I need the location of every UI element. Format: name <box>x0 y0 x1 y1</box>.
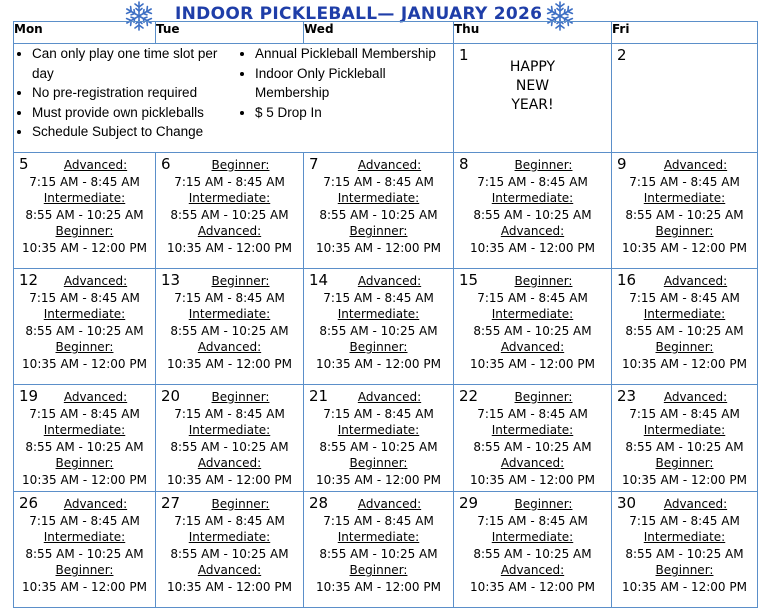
date-number: 6 <box>161 155 171 173</box>
day-cell <box>612 153 758 269</box>
session-level: Beginner: <box>211 497 270 511</box>
session-time: 7:15 AM - 8:45 AM <box>477 513 588 528</box>
session-time: 10:35 AM - 12:00 PM <box>470 240 595 255</box>
day-cell <box>454 492 612 608</box>
session-time: 8:55 AM - 10:25 AM <box>319 323 438 338</box>
week-row <box>14 385 758 492</box>
session-level: Beginner: <box>514 158 573 172</box>
session-time: 7:15 AM - 8:45 AM <box>477 174 588 189</box>
info-box <box>14 44 454 153</box>
date-number: 27 <box>161 494 181 512</box>
session-level: Advanced: <box>357 274 422 288</box>
week-row <box>14 269 758 385</box>
session-time: 10:35 AM - 12:00 PM <box>316 472 441 487</box>
date-number: 7 <box>309 155 319 173</box>
session-level: Advanced: <box>63 274 128 288</box>
session-level: Intermediate: <box>643 530 726 545</box>
day-cell <box>454 44 612 153</box>
session-time: 8:55 AM - 10:25 AM <box>170 323 289 338</box>
day-cell <box>454 269 612 385</box>
session-time: 10:35 AM - 12:00 PM <box>470 579 595 594</box>
date-number: 5 <box>19 155 29 173</box>
holiday-line: HAPPY <box>509 59 556 75</box>
list-item: • Annual Pickleball Membership <box>255 44 453 64</box>
session-level: Advanced: <box>63 390 128 404</box>
day-cell <box>454 385 612 492</box>
session-time: 10:35 AM - 12:00 PM <box>622 356 747 371</box>
session-level: Beginner: <box>55 224 114 239</box>
session-list <box>612 153 757 257</box>
session-level: Intermediate: <box>491 191 574 206</box>
session-level: Beginner: <box>514 497 573 511</box>
session-level: Advanced: <box>357 497 422 511</box>
session-level: Advanced: <box>500 456 565 471</box>
day-cell <box>612 44 758 153</box>
session-time: 7:15 AM - 8:45 AM <box>174 174 285 189</box>
session-level: Advanced: <box>500 224 565 239</box>
holiday-line: YEAR! <box>511 97 554 113</box>
session-level: Intermediate: <box>337 191 420 206</box>
session-level: Intermediate: <box>188 530 271 545</box>
session-level: Beginner: <box>655 224 714 239</box>
day-cell <box>304 385 454 492</box>
session-level: Beginner: <box>655 456 714 471</box>
session-level: Beginner: <box>655 340 714 355</box>
session-time: 8:55 AM - 10:25 AM <box>473 323 592 338</box>
session-time: 7:15 AM - 8:45 AM <box>323 513 434 528</box>
session-level: Intermediate: <box>188 307 271 322</box>
session-level: Intermediate: <box>491 307 574 322</box>
date-number: 28 <box>309 494 329 512</box>
date-number: 13 <box>161 271 181 289</box>
session-time: 10:35 AM - 12:00 PM <box>22 240 147 255</box>
session-level: Intermediate: <box>188 423 271 438</box>
session-time: 10:35 AM - 12:00 PM <box>316 579 441 594</box>
session-list <box>14 153 155 257</box>
session-level: Beginner: <box>514 390 573 404</box>
session-time: 10:35 AM - 12:00 PM <box>167 356 292 371</box>
day-cell <box>156 153 304 269</box>
rules-list <box>14 44 237 142</box>
day-cell <box>612 492 758 608</box>
day-cell <box>454 153 612 269</box>
session-time: 7:15 AM - 8:45 AM <box>629 290 740 305</box>
session-level: Advanced: <box>63 158 128 172</box>
session-time: 8:55 AM - 10:25 AM <box>25 323 144 338</box>
session-level: Intermediate: <box>337 530 420 545</box>
session-time: 10:35 AM - 12:00 PM <box>622 472 747 487</box>
date-number: 14 <box>309 271 329 289</box>
day-cell <box>14 153 156 269</box>
session-level: Intermediate: <box>643 423 726 438</box>
date-number: 22 <box>459 387 479 405</box>
session-level: Advanced: <box>197 563 262 578</box>
session-time: 8:55 AM - 10:25 AM <box>170 439 289 454</box>
date-number: 19 <box>19 387 39 405</box>
list-item: • Must provide own pickleballs <box>32 103 237 123</box>
day-cell <box>304 153 454 269</box>
session-level: Advanced: <box>663 390 728 404</box>
session-level: Advanced: <box>663 497 728 511</box>
week-row <box>14 492 758 608</box>
session-level: Beginner: <box>55 456 114 471</box>
session-level: Intermediate: <box>337 307 420 322</box>
session-time: 8:55 AM - 10:25 AM <box>319 207 438 222</box>
session-level: Intermediate: <box>643 191 726 206</box>
dow-mon: Mon <box>14 22 156 44</box>
session-time: 10:35 AM - 12:00 PM <box>622 579 747 594</box>
session-level: Beginner: <box>349 456 408 471</box>
session-time: 8:55 AM - 10:25 AM <box>625 207 744 222</box>
session-time: 8:55 AM - 10:25 AM <box>170 207 289 222</box>
date-number: 26 <box>19 494 39 512</box>
day-cell <box>156 492 304 608</box>
session-time: 8:55 AM - 10:25 AM <box>473 439 592 454</box>
week-row <box>14 153 758 269</box>
date-number: 21 <box>309 387 329 405</box>
date-number: 2 <box>617 46 627 64</box>
calendar-grid <box>13 21 758 608</box>
session-time: 7:15 AM - 8:45 AM <box>323 406 434 421</box>
day-cell <box>304 269 454 385</box>
session-time: 8:55 AM - 10:25 AM <box>25 207 144 222</box>
session-level: Beginner: <box>349 340 408 355</box>
session-level: Intermediate: <box>43 191 126 206</box>
day-cell <box>612 385 758 492</box>
session-level: Advanced: <box>197 456 262 471</box>
date-number: 16 <box>617 271 637 289</box>
session-time: 8:55 AM - 10:25 AM <box>25 439 144 454</box>
date-number: 29 <box>459 494 479 512</box>
session-time: 7:15 AM - 8:45 AM <box>174 290 285 305</box>
holiday-note <box>454 44 611 115</box>
session-time: 7:15 AM - 8:45 AM <box>323 174 434 189</box>
session-time: 10:35 AM - 12:00 PM <box>22 472 147 487</box>
session-time: 10:35 AM - 12:00 PM <box>622 240 747 255</box>
session-time: 8:55 AM - 10:25 AM <box>170 546 289 561</box>
list-item: • Indoor Only Pickleball Membership <box>255 64 453 103</box>
day-of-week-header <box>14 22 758 44</box>
day-cell <box>14 269 156 385</box>
session-level: Advanced: <box>197 224 262 239</box>
session-level: Intermediate: <box>491 423 574 438</box>
dow-tue: Tue <box>156 22 304 44</box>
session-time: 8:55 AM - 10:25 AM <box>625 546 744 561</box>
session-level: Advanced: <box>663 274 728 288</box>
date-number: 1 <box>459 46 469 64</box>
session-time: 7:15 AM - 8:45 AM <box>29 513 140 528</box>
session-list <box>304 153 453 257</box>
holiday-line: NEW <box>515 78 550 94</box>
dow-fri: Fri <box>612 22 758 44</box>
session-time: 7:15 AM - 8:45 AM <box>629 513 740 528</box>
session-level: Beginner: <box>349 563 408 578</box>
date-number: 15 <box>459 271 479 289</box>
session-time: 10:35 AM - 12:00 PM <box>22 579 147 594</box>
session-level: Advanced: <box>500 340 565 355</box>
session-time: 7:15 AM - 8:45 AM <box>629 174 740 189</box>
date-number: 23 <box>617 387 637 405</box>
session-time: 8:55 AM - 10:25 AM <box>319 439 438 454</box>
session-time: 10:35 AM - 12:00 PM <box>470 472 595 487</box>
session-level: Advanced: <box>63 497 128 511</box>
session-time: 7:15 AM - 8:45 AM <box>29 290 140 305</box>
session-level: Beginner: <box>349 224 408 239</box>
session-level: Beginner: <box>211 158 270 172</box>
page-title: INDOOR PICKLEBALL— JANUARY 2026 <box>175 4 543 24</box>
dow-wed: Wed <box>304 22 454 44</box>
day-cell <box>14 385 156 492</box>
session-level: Beginner: <box>655 563 714 578</box>
session-level: Intermediate: <box>43 423 126 438</box>
list-item: • Schedule Subject to Change <box>32 122 237 142</box>
session-level: Advanced: <box>500 563 565 578</box>
session-level: Beginner: <box>211 390 270 404</box>
day-cell <box>156 385 304 492</box>
session-time: 7:15 AM - 8:45 AM <box>477 406 588 421</box>
date-number: 20 <box>161 387 181 405</box>
session-level: Beginner: <box>514 274 573 288</box>
date-number: 8 <box>459 155 469 173</box>
session-level: Advanced: <box>197 340 262 355</box>
session-time: 8:55 AM - 10:25 AM <box>25 546 144 561</box>
dow-thu: Thu <box>454 22 612 44</box>
day-cell <box>14 492 156 608</box>
session-time: 8:55 AM - 10:25 AM <box>473 546 592 561</box>
week-row <box>14 44 758 153</box>
session-level: Beginner: <box>211 274 270 288</box>
session-list <box>156 153 303 257</box>
session-time: 7:15 AM - 8:45 AM <box>629 406 740 421</box>
session-level: Beginner: <box>55 340 114 355</box>
membership-list <box>237 44 453 142</box>
session-time: 8:55 AM - 10:25 AM <box>473 207 592 222</box>
session-level: Intermediate: <box>337 423 420 438</box>
session-time: 7:15 AM - 8:45 AM <box>29 174 140 189</box>
session-time: 10:35 AM - 12:00 PM <box>316 356 441 371</box>
session-time: 7:15 AM - 8:45 AM <box>174 406 285 421</box>
session-time: 8:55 AM - 10:25 AM <box>625 323 744 338</box>
session-time: 7:15 AM - 8:45 AM <box>323 290 434 305</box>
date-number: 12 <box>19 271 39 289</box>
day-cell <box>612 269 758 385</box>
session-level: Beginner: <box>55 563 114 578</box>
session-list <box>454 153 611 257</box>
session-time: 10:35 AM - 12:00 PM <box>470 356 595 371</box>
session-time: 10:35 AM - 12:00 PM <box>22 356 147 371</box>
day-cell <box>156 269 304 385</box>
session-time: 10:35 AM - 12:00 PM <box>167 240 292 255</box>
session-time: 7:15 AM - 8:45 AM <box>29 406 140 421</box>
day-cell <box>304 492 454 608</box>
session-level: Intermediate: <box>643 307 726 322</box>
session-time: 10:35 AM - 12:00 PM <box>167 579 292 594</box>
date-number: 9 <box>617 155 627 173</box>
session-level: Advanced: <box>357 390 422 404</box>
session-level: Intermediate: <box>43 307 126 322</box>
session-level: Intermediate: <box>491 530 574 545</box>
session-time: 10:35 AM - 12:00 PM <box>167 472 292 487</box>
session-level: Intermediate: <box>188 191 271 206</box>
session-level: Intermediate: <box>43 530 126 545</box>
list-item: • $ 5 Drop In <box>255 103 453 123</box>
session-time: 10:35 AM - 12:00 PM <box>316 240 441 255</box>
session-time: 8:55 AM - 10:25 AM <box>319 546 438 561</box>
session-time: 7:15 AM - 8:45 AM <box>174 513 285 528</box>
list-item: • No pre-registration required <box>32 83 237 103</box>
session-time: 7:15 AM - 8:45 AM <box>477 290 588 305</box>
session-time: 8:55 AM - 10:25 AM <box>625 439 744 454</box>
date-number: 30 <box>617 494 637 512</box>
session-level: Advanced: <box>357 158 422 172</box>
session-level: Advanced: <box>663 158 728 172</box>
list-item: • Can only play one time slot per day <box>32 44 237 83</box>
